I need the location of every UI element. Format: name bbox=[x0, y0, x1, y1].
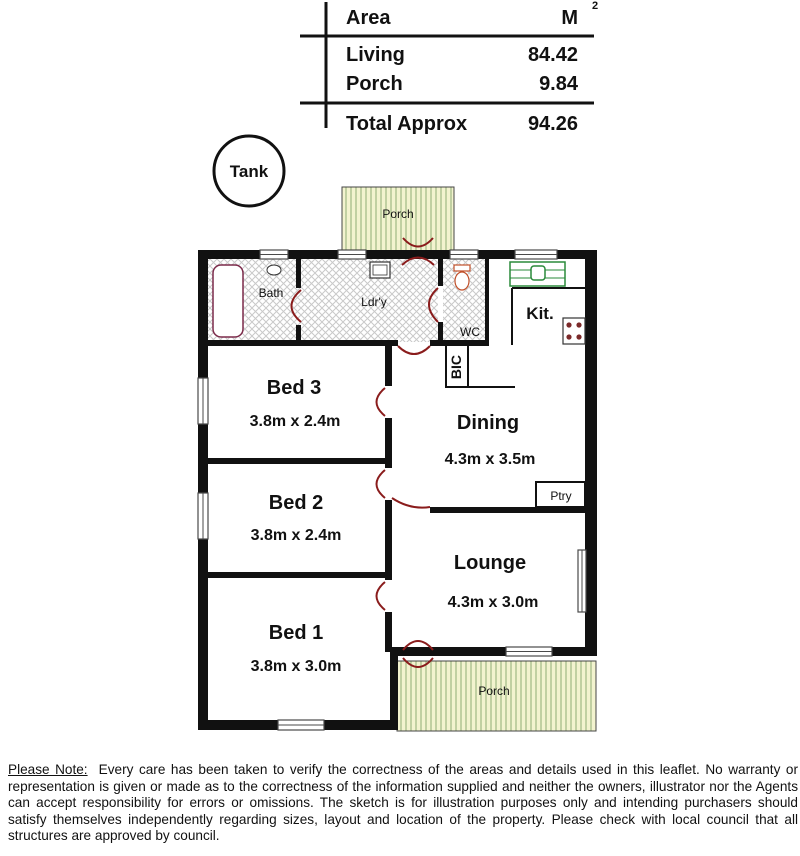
door-laundry-dining bbox=[398, 346, 430, 354]
row-name-living: Living bbox=[346, 44, 405, 66]
room-label-laundry: Ldr'y bbox=[361, 295, 387, 309]
porch-bottom-label: Porch bbox=[478, 684, 510, 698]
room-size-dining: 4.3m x 3.5m bbox=[444, 451, 536, 468]
area-header: Area bbox=[346, 7, 391, 29]
door-bed2-b bbox=[392, 498, 430, 508]
disclaimer-body: Every care has been taken to verify the correctness of the areas and details used in this leaflet. No warranty or representation is given or made as to the correctness of the information supplied and neither the owners, illustrator nor the Agents can accept responsibility for errors or omissions. The sketch is for illustration purposes only and intending purchasers should satisfy themselves independently regarding sizes, layout and location of the property. Please check with local council that all structures are approved by council. bbox=[8, 762, 798, 843]
room-name-bed1: Bed 1 bbox=[268, 622, 324, 644]
door-bed1 bbox=[377, 582, 386, 610]
porch-top-label: Porch bbox=[382, 207, 414, 221]
area-table bbox=[300, 0, 598, 135]
room-label-kitchen: Kit. bbox=[526, 304, 554, 323]
bathtub-icon bbox=[213, 265, 243, 337]
sink-icon bbox=[510, 262, 565, 286]
room-label-wc: WC bbox=[460, 325, 480, 339]
disclaimer-heading: Please Note: bbox=[8, 762, 88, 777]
total-label: Total Approx bbox=[346, 113, 468, 135]
room-label-bic: BIC bbox=[448, 354, 464, 380]
row-name-porch: Porch bbox=[346, 73, 403, 95]
room-name-lounge: Lounge bbox=[453, 552, 527, 574]
row-value-porch: 9.84 bbox=[539, 73, 578, 95]
basin-icon bbox=[267, 265, 281, 275]
toilet-icon bbox=[454, 265, 470, 290]
door-bed3 bbox=[377, 388, 386, 416]
stove-icon bbox=[563, 318, 585, 344]
tank-label: Tank bbox=[229, 162, 269, 181]
room-size-bed3: 3.8m x 2.4m bbox=[249, 413, 341, 430]
room-name-bed3: Bed 3 bbox=[266, 377, 322, 399]
room-size-bed2: 3.8m x 2.4m bbox=[250, 527, 342, 544]
room-size-lounge: 4.3m x 3.0m bbox=[447, 594, 539, 611]
unit-superscript: 2 bbox=[592, 0, 599, 12]
room-name-bed2: Bed 2 bbox=[268, 492, 324, 514]
room-label-bath: Bath bbox=[258, 286, 284, 300]
row-value-living: 84.42 bbox=[527, 44, 578, 66]
unit-header: M bbox=[561, 7, 578, 29]
disclaimer-note bbox=[8, 762, 798, 845]
room-name-dining: Dining bbox=[456, 412, 520, 434]
total-value: 94.26 bbox=[527, 113, 578, 135]
door-bed2-a bbox=[377, 470, 386, 498]
room-size-bed1: 3.8m x 3.0m bbox=[250, 658, 342, 675]
room-label-pantry: Ptry bbox=[550, 489, 572, 503]
